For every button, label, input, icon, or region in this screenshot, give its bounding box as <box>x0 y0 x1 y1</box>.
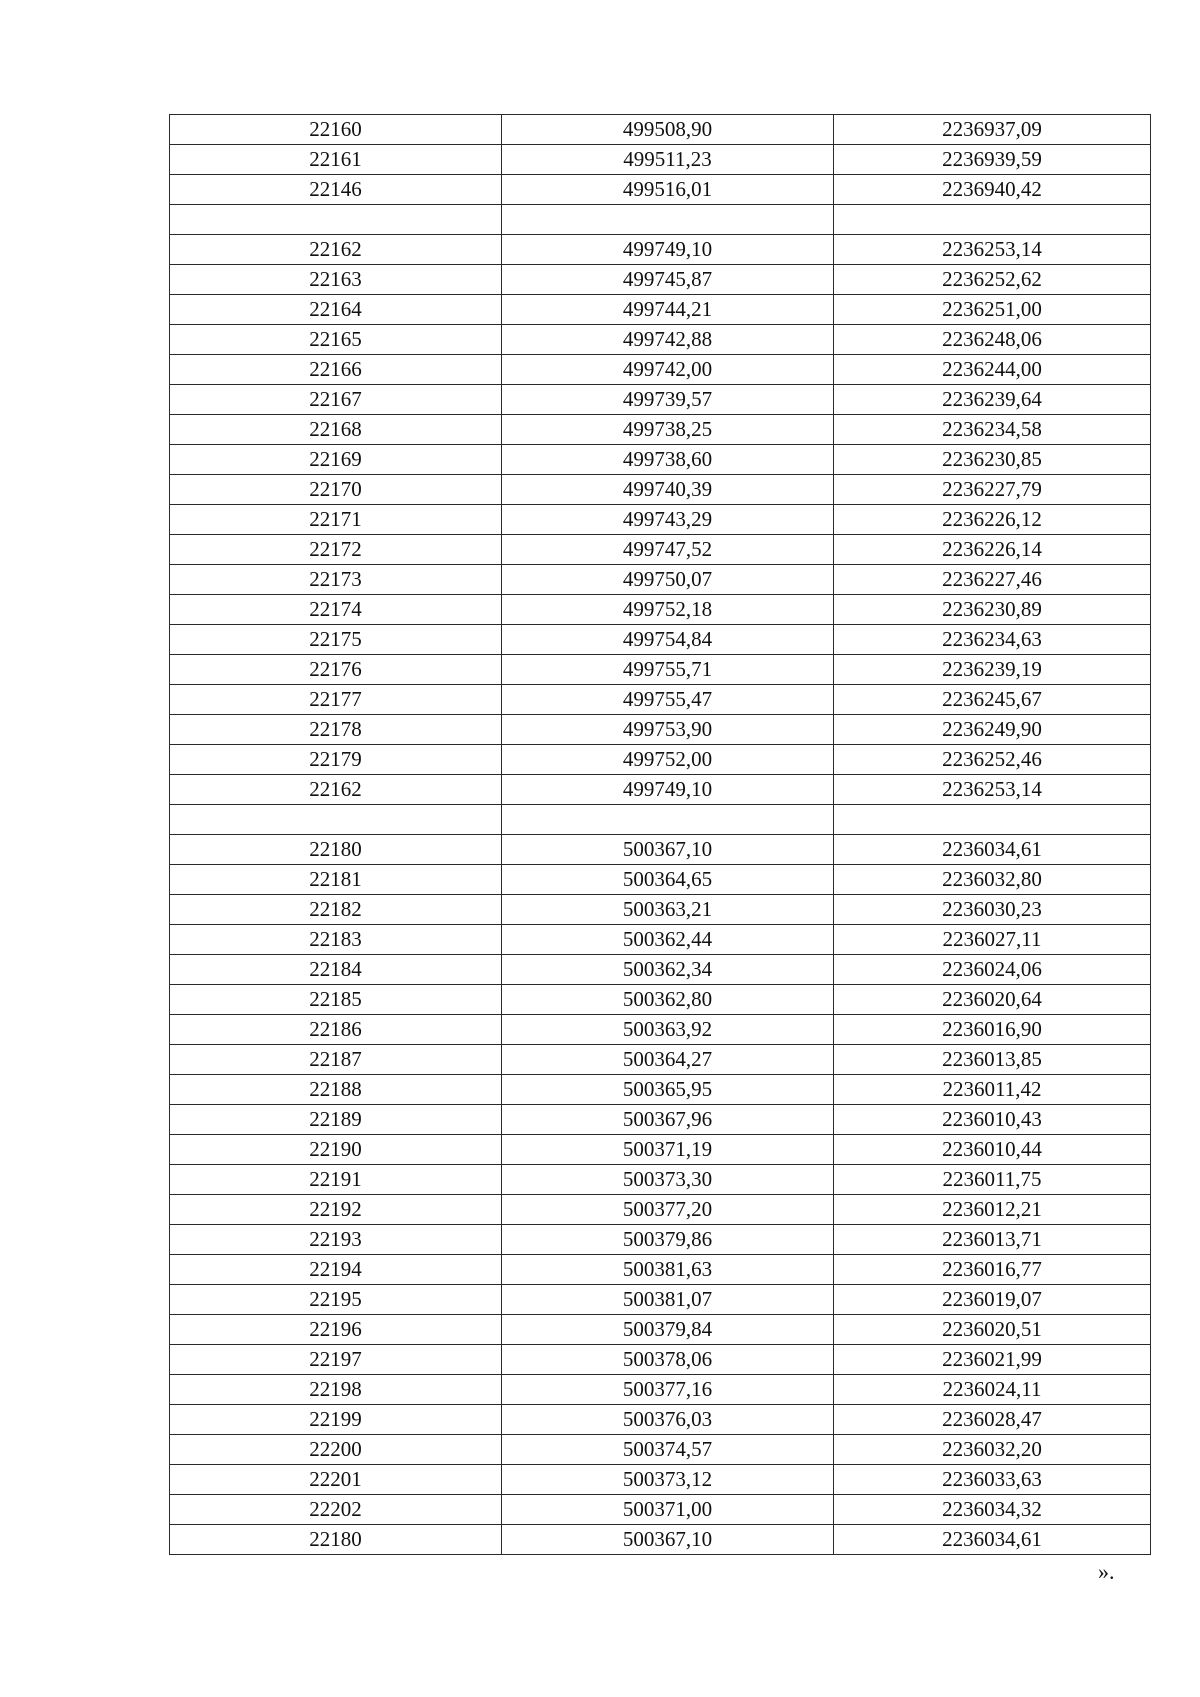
x-coordinate-cell: 499752,18 <box>502 595 834 625</box>
point-number-cell: 22180 <box>170 1525 502 1555</box>
x-coordinate-cell: 500364,27 <box>502 1045 834 1075</box>
y-coordinate-cell: 2236032,20 <box>834 1435 1151 1465</box>
point-number-cell: 22189 <box>170 1105 502 1135</box>
y-coordinate-cell: 2236033,63 <box>834 1465 1151 1495</box>
x-coordinate-cell <box>502 205 834 235</box>
point-number-cell: 22191 <box>170 1165 502 1195</box>
x-coordinate-cell: 499743,29 <box>502 505 834 535</box>
point-number-cell <box>170 805 502 835</box>
point-number-cell: 22162 <box>170 775 502 805</box>
y-coordinate-cell: 2236937,09 <box>834 115 1151 145</box>
table-row <box>170 145 1151 175</box>
point-number-cell: 22161 <box>170 145 502 175</box>
point-number-cell: 22169 <box>170 445 502 475</box>
table-row <box>170 925 1151 955</box>
x-coordinate-cell: 499753,90 <box>502 715 834 745</box>
table-row <box>170 1075 1151 1105</box>
y-coordinate-cell: 2236253,14 <box>834 235 1151 265</box>
y-coordinate-cell: 2236226,14 <box>834 535 1151 565</box>
y-coordinate-cell: 2236252,46 <box>834 745 1151 775</box>
y-coordinate-cell: 2236032,80 <box>834 865 1151 895</box>
x-coordinate-cell: 500363,92 <box>502 1015 834 1045</box>
x-coordinate-cell: 499516,01 <box>502 175 834 205</box>
point-number-cell <box>170 205 502 235</box>
table-row <box>170 985 1151 1015</box>
point-number-cell: 22160 <box>170 115 502 145</box>
table-row <box>170 535 1151 565</box>
x-coordinate-cell: 499749,10 <box>502 235 834 265</box>
table-row <box>170 1165 1151 1195</box>
y-coordinate-cell <box>834 805 1151 835</box>
x-coordinate-cell: 499750,07 <box>502 565 834 595</box>
x-coordinate-cell: 499749,10 <box>502 775 834 805</box>
table-row <box>170 595 1151 625</box>
table-row <box>170 1135 1151 1165</box>
table-row <box>170 325 1151 355</box>
y-coordinate-cell: 2236251,00 <box>834 295 1151 325</box>
point-number-cell: 22190 <box>170 1135 502 1165</box>
y-coordinate-cell: 2236024,06 <box>834 955 1151 985</box>
table-row <box>170 775 1151 805</box>
x-coordinate-cell: 500362,44 <box>502 925 834 955</box>
x-coordinate-cell: 499747,52 <box>502 535 834 565</box>
y-coordinate-cell <box>834 205 1151 235</box>
table-row <box>170 505 1151 535</box>
x-coordinate-cell: 499752,00 <box>502 745 834 775</box>
table-row <box>170 1225 1151 1255</box>
table-row <box>170 175 1151 205</box>
table-row <box>170 955 1151 985</box>
point-number-cell: 22170 <box>170 475 502 505</box>
x-coordinate-cell: 500367,10 <box>502 835 834 865</box>
table-row <box>170 295 1151 325</box>
x-coordinate-cell: 500378,06 <box>502 1345 834 1375</box>
table-row <box>170 1285 1151 1315</box>
x-coordinate-cell: 500367,96 <box>502 1105 834 1135</box>
y-coordinate-cell: 2236028,47 <box>834 1405 1151 1435</box>
y-coordinate-cell: 2236010,44 <box>834 1135 1151 1165</box>
table-row <box>170 1495 1151 1525</box>
table-row <box>170 715 1151 745</box>
table-row <box>170 1045 1151 1075</box>
x-coordinate-cell: 500379,86 <box>502 1225 834 1255</box>
x-coordinate-cell: 500371,00 <box>502 1495 834 1525</box>
point-number-cell: 22162 <box>170 235 502 265</box>
y-coordinate-cell: 2236030,23 <box>834 895 1151 925</box>
y-coordinate-cell: 2236021,99 <box>834 1345 1151 1375</box>
y-coordinate-cell: 2236230,89 <box>834 595 1151 625</box>
point-number-cell: 22181 <box>170 865 502 895</box>
y-coordinate-cell: 2236227,79 <box>834 475 1151 505</box>
table-row <box>170 475 1151 505</box>
x-coordinate-cell: 499738,60 <box>502 445 834 475</box>
point-number-cell: 22177 <box>170 685 502 715</box>
y-coordinate-cell: 2236227,46 <box>834 565 1151 595</box>
x-coordinate-cell: 500367,10 <box>502 1525 834 1555</box>
y-coordinate-cell: 2236252,62 <box>834 265 1151 295</box>
y-coordinate-cell: 2236239,64 <box>834 385 1151 415</box>
table-row <box>170 805 1151 835</box>
x-coordinate-cell: 500374,57 <box>502 1435 834 1465</box>
table-row <box>170 1345 1151 1375</box>
point-number-cell: 22200 <box>170 1435 502 1465</box>
closing-quote-mark: ». <box>1098 1559 1115 1584</box>
x-coordinate-cell: 500379,84 <box>502 1315 834 1345</box>
table-row <box>170 235 1151 265</box>
y-coordinate-cell: 2236010,43 <box>834 1105 1151 1135</box>
coordinates-table <box>169 114 1151 1555</box>
y-coordinate-cell: 2236230,85 <box>834 445 1151 475</box>
table-row <box>170 205 1151 235</box>
table-row <box>170 1375 1151 1405</box>
point-number-cell: 22195 <box>170 1285 502 1315</box>
x-coordinate-cell: 500363,21 <box>502 895 834 925</box>
table-row <box>170 1015 1151 1045</box>
y-coordinate-cell: 2236939,59 <box>834 145 1151 175</box>
point-number-cell: 22146 <box>170 175 502 205</box>
y-coordinate-cell: 2236011,42 <box>834 1075 1151 1105</box>
table-row <box>170 1525 1151 1555</box>
x-coordinate-cell: 500364,65 <box>502 865 834 895</box>
point-number-cell: 22183 <box>170 925 502 955</box>
x-coordinate-cell: 499738,25 <box>502 415 834 445</box>
table-row <box>170 1465 1151 1495</box>
table-row <box>170 745 1151 775</box>
y-coordinate-cell: 2236034,61 <box>834 1525 1151 1555</box>
point-number-cell: 22165 <box>170 325 502 355</box>
point-number-cell: 22175 <box>170 625 502 655</box>
point-number-cell: 22171 <box>170 505 502 535</box>
x-coordinate-cell: 500362,34 <box>502 955 834 985</box>
y-coordinate-cell: 2236248,06 <box>834 325 1151 355</box>
x-coordinate-cell: 499739,57 <box>502 385 834 415</box>
y-coordinate-cell: 2236027,11 <box>834 925 1151 955</box>
table-row <box>170 865 1151 895</box>
x-coordinate-cell: 499755,47 <box>502 685 834 715</box>
point-number-cell: 22186 <box>170 1015 502 1045</box>
x-coordinate-cell: 500371,19 <box>502 1135 834 1165</box>
point-number-cell: 22185 <box>170 985 502 1015</box>
point-number-cell: 22197 <box>170 1345 502 1375</box>
table-row <box>170 1405 1151 1435</box>
y-coordinate-cell: 2236013,85 <box>834 1045 1151 1075</box>
x-coordinate-cell: 499742,00 <box>502 355 834 385</box>
y-coordinate-cell: 2236034,32 <box>834 1495 1151 1525</box>
table-row <box>170 265 1151 295</box>
x-coordinate-cell: 500377,16 <box>502 1375 834 1405</box>
table-row <box>170 1435 1151 1465</box>
x-coordinate-cell: 499742,88 <box>502 325 834 355</box>
table-row <box>170 655 1151 685</box>
table-row <box>170 685 1151 715</box>
x-coordinate-cell: 499745,87 <box>502 265 834 295</box>
point-number-cell: 22166 <box>170 355 502 385</box>
x-coordinate-cell: 500377,20 <box>502 1195 834 1225</box>
table-row <box>170 355 1151 385</box>
table-row <box>170 115 1151 145</box>
x-coordinate-cell: 499740,39 <box>502 475 834 505</box>
point-number-cell: 22199 <box>170 1405 502 1435</box>
point-number-cell: 22172 <box>170 535 502 565</box>
y-coordinate-cell: 2236234,58 <box>834 415 1151 445</box>
x-coordinate-cell: 499511,23 <box>502 145 834 175</box>
x-coordinate-cell: 500381,07 <box>502 1285 834 1315</box>
table-row <box>170 895 1151 925</box>
y-coordinate-cell: 2236034,61 <box>834 835 1151 865</box>
point-number-cell: 22173 <box>170 565 502 595</box>
point-number-cell: 22196 <box>170 1315 502 1345</box>
table-row <box>170 1105 1151 1135</box>
table-row <box>170 445 1151 475</box>
point-number-cell: 22192 <box>170 1195 502 1225</box>
y-coordinate-cell: 2236940,42 <box>834 175 1151 205</box>
x-coordinate-cell: 500365,95 <box>502 1075 834 1105</box>
table-row <box>170 415 1151 445</box>
y-coordinate-cell: 2236011,75 <box>834 1165 1151 1195</box>
table-row <box>170 385 1151 415</box>
y-coordinate-cell: 2236253,14 <box>834 775 1151 805</box>
point-number-cell: 22187 <box>170 1045 502 1075</box>
table-row <box>170 565 1151 595</box>
table-row <box>170 625 1151 655</box>
point-number-cell: 22176 <box>170 655 502 685</box>
table-row <box>170 1315 1151 1345</box>
x-coordinate-cell: 500362,80 <box>502 985 834 1015</box>
point-number-cell: 22188 <box>170 1075 502 1105</box>
point-number-cell: 22198 <box>170 1375 502 1405</box>
y-coordinate-cell: 2236016,90 <box>834 1015 1151 1045</box>
x-coordinate-cell: 499744,21 <box>502 295 834 325</box>
point-number-cell: 22201 <box>170 1465 502 1495</box>
y-coordinate-cell: 2236249,90 <box>834 715 1151 745</box>
point-number-cell: 22164 <box>170 295 502 325</box>
x-coordinate-cell: 500373,30 <box>502 1165 834 1195</box>
point-number-cell: 22202 <box>170 1495 502 1525</box>
y-coordinate-cell: 2236239,19 <box>834 655 1151 685</box>
point-number-cell: 22180 <box>170 835 502 865</box>
y-coordinate-cell: 2236245,67 <box>834 685 1151 715</box>
y-coordinate-cell: 2236244,00 <box>834 355 1151 385</box>
x-coordinate-cell: 500373,12 <box>502 1465 834 1495</box>
y-coordinate-cell: 2236016,77 <box>834 1255 1151 1285</box>
y-coordinate-cell: 2236020,64 <box>834 985 1151 1015</box>
point-number-cell: 22168 <box>170 415 502 445</box>
x-coordinate-cell <box>502 805 834 835</box>
x-coordinate-cell: 500376,03 <box>502 1405 834 1435</box>
point-number-cell: 22179 <box>170 745 502 775</box>
point-number-cell: 22167 <box>170 385 502 415</box>
x-coordinate-cell: 499754,84 <box>502 625 834 655</box>
point-number-cell: 22193 <box>170 1225 502 1255</box>
x-coordinate-cell: 500381,63 <box>502 1255 834 1285</box>
coordinates-table-body <box>170 115 1151 1555</box>
point-number-cell: 22163 <box>170 265 502 295</box>
y-coordinate-cell: 2236012,21 <box>834 1195 1151 1225</box>
y-coordinate-cell: 2236234,63 <box>834 625 1151 655</box>
table-row <box>170 1195 1151 1225</box>
y-coordinate-cell: 2236024,11 <box>834 1375 1151 1405</box>
point-number-cell: 22178 <box>170 715 502 745</box>
point-number-cell: 22182 <box>170 895 502 925</box>
y-coordinate-cell: 2236019,07 <box>834 1285 1151 1315</box>
y-coordinate-cell: 2236226,12 <box>834 505 1151 535</box>
table-row <box>170 835 1151 865</box>
y-coordinate-cell: 2236013,71 <box>834 1225 1151 1255</box>
point-number-cell: 22174 <box>170 595 502 625</box>
x-coordinate-cell: 499755,71 <box>502 655 834 685</box>
point-number-cell: 22194 <box>170 1255 502 1285</box>
y-coordinate-cell: 2236020,51 <box>834 1315 1151 1345</box>
x-coordinate-cell: 499508,90 <box>502 115 834 145</box>
point-number-cell: 22184 <box>170 955 502 985</box>
table-row <box>170 1255 1151 1285</box>
